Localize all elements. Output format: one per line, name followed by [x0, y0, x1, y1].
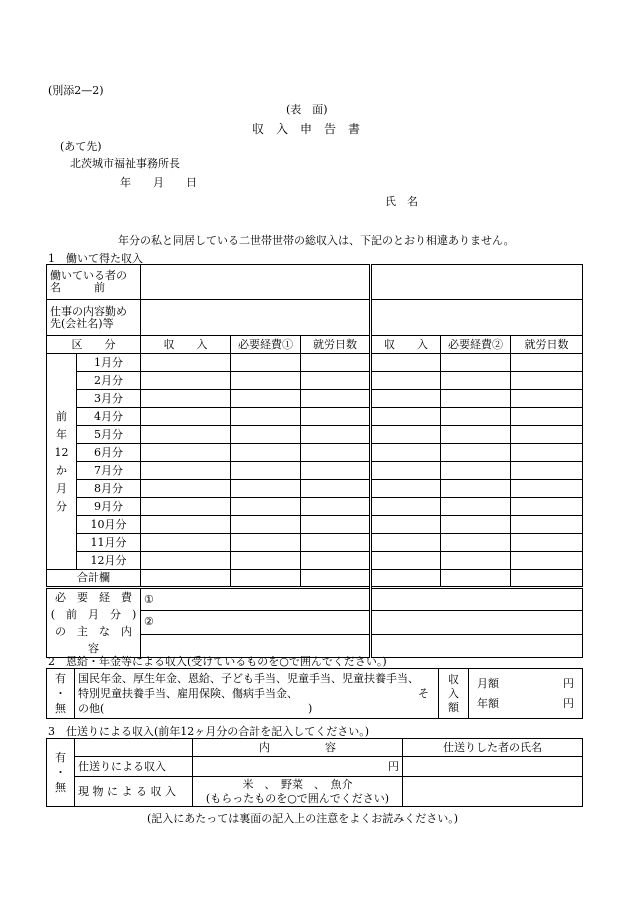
col-days-1: 就労日数 [301, 336, 371, 354]
month-label: 5月分 [77, 426, 141, 444]
worker-name-input-1[interactable] [141, 265, 371, 300]
addressee: 北茨城市福祉事務所長 [70, 157, 180, 170]
col-expense2: 必要経費② [441, 336, 511, 354]
month-label: 11月分 [77, 534, 141, 552]
pension-has-none[interactable]: 有 ・ 無 [47, 669, 75, 719]
month-label: 10月分 [77, 516, 141, 534]
income-amount-label: 収 入 額 [439, 669, 469, 719]
expense1-mark[interactable]: ① [141, 588, 371, 611]
worker-name-label: 働いている者の名 前 [47, 265, 141, 300]
month-label: 3月分 [77, 390, 141, 408]
expense-detail-1[interactable] [371, 588, 583, 611]
goods-income-label: 現 物 に よ る 収 入 [75, 777, 193, 807]
month-label: 4月分 [77, 408, 141, 426]
expense2-mark[interactable]: ② [141, 611, 371, 634]
month-label: 7月分 [77, 462, 141, 480]
section2-heading: 2 恩給・年金等による収入(受けているものを○で囲んでください。) [48, 655, 387, 668]
remit-amount[interactable]: 円 [193, 757, 403, 777]
month-label: 12月分 [77, 552, 141, 570]
month-label: 1月分 [77, 354, 141, 372]
footer-note: (記入にあたっては裏面の記入上の注意をよくお読みください。) [147, 812, 459, 825]
date-field[interactable]: 年 月 日 [120, 176, 197, 189]
statement: 年分の私と同居している二世帯世帯の総収入は、下記のとおり相違ありません。 [118, 234, 515, 247]
col-income-1: 収 入 [141, 336, 231, 354]
col-content: 内 容 [193, 739, 403, 757]
col-income-2: 収 入 [371, 336, 441, 354]
col-days-2: 就労日数 [511, 336, 583, 354]
pension-types[interactable]: 国民年金、厚生年金、恩給、子ども手当、児童手当、児童扶養手当、 特別児童扶養手当、雇用保険、傷病手当金、 そ の他( ) [75, 669, 439, 719]
goods-items[interactable]: 米 、 野菜 、 魚介 (もらったものを○で囲んでください) [193, 777, 403, 807]
remit-income-label: 仕送りによる収入 [75, 757, 193, 777]
month-label: 9月分 [77, 498, 141, 516]
col-expense1: 必要経費① [231, 336, 301, 354]
workplace-label: 仕事の内容勤め先(会社名)等 [47, 300, 141, 336]
section1-heading: 1 働いて得た収入 [48, 252, 143, 265]
work-income-table [46, 264, 583, 658]
workplace-input-2[interactable] [371, 300, 583, 336]
worker-name-input-2[interactable] [371, 265, 583, 300]
expense-detail-2[interactable] [371, 611, 583, 634]
remit-sender-1[interactable] [403, 757, 583, 777]
prev12-label: 前 年 12 か 月 分 [47, 354, 77, 570]
name-label: 氏 名 [385, 195, 418, 208]
annex-label: (別添2—2) [48, 84, 104, 97]
col-sender: 仕送りした者の氏名 [403, 739, 583, 757]
remit-has-none[interactable]: 有 ・ 無 [47, 739, 75, 807]
addressee-label: (あて先) [60, 140, 102, 153]
income-amounts[interactable]: 月額 円 年額 円 [469, 669, 583, 719]
section3-heading: 3 仕送りによる収入(前年12ヶ月分の合計を記入してください。) [48, 725, 370, 738]
remittance-table [46, 738, 583, 807]
page-title: 収 入 申 告 書 [252, 122, 361, 136]
total-label: 合計欄 [47, 570, 141, 588]
month-label: 6月分 [77, 444, 141, 462]
month-label: 2月分 [77, 372, 141, 390]
expense-content-label: 必 要 経 費 ( 前 月 分 ) の 主 な 内 容 [47, 588, 141, 658]
side-label: (表 面) [286, 103, 328, 116]
col-category: 区 分 [47, 336, 141, 354]
pension-table [46, 668, 583, 719]
month-label: 8月分 [77, 480, 141, 498]
workplace-input-1[interactable] [141, 300, 371, 336]
remit-sender-2[interactable] [403, 777, 583, 807]
